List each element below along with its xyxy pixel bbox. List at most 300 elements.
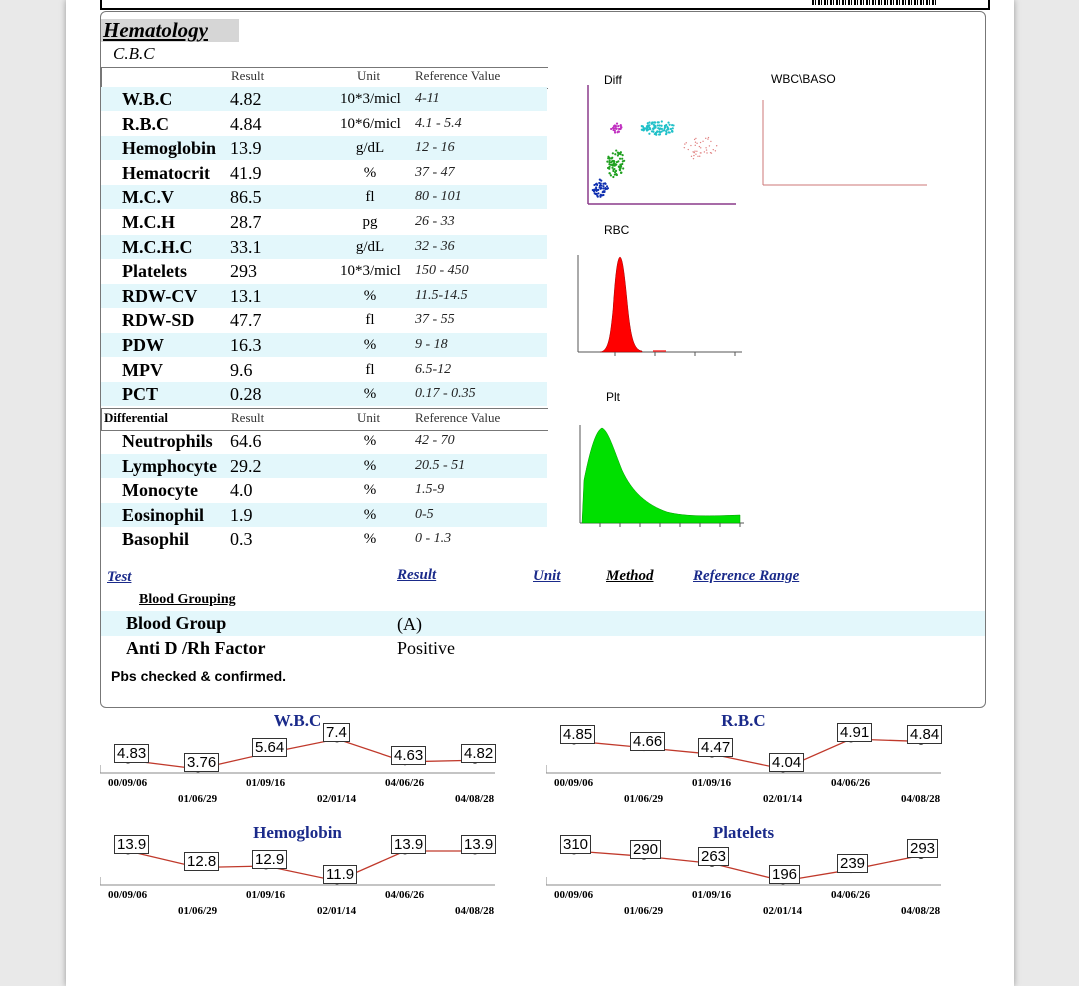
scatter-dot — [619, 125, 621, 127]
scatter-dot — [643, 127, 645, 129]
history-chart — [546, 711, 941, 816]
scatter-dot — [613, 125, 615, 127]
history-chart-plot — [546, 843, 941, 913]
scatter-dot — [615, 164, 617, 166]
cbc-header-unit: Unit — [357, 68, 381, 83]
history-date-label: 01/09/16 — [692, 777, 732, 789]
scatter-dot — [696, 143, 697, 144]
scatter-dot — [705, 147, 706, 148]
history-date-label: 01/09/16 — [246, 777, 286, 789]
history-value-label: 239 — [837, 854, 868, 873]
scatter-dot — [695, 153, 696, 154]
cbc-unit: g/dL — [355, 140, 385, 157]
cbc-reference: 9 - 18 — [415, 337, 448, 352]
scatter-dot — [696, 151, 697, 152]
scatter-dot — [646, 126, 648, 128]
diff-test-name: Lymphocyte — [122, 455, 218, 476]
history-value-label: 196 — [769, 865, 800, 884]
cbc-result: 28.7 — [230, 212, 262, 232]
cbc-unit: fl — [365, 361, 375, 378]
scatter-dot — [656, 131, 658, 133]
scatter-dot — [694, 139, 695, 140]
scatter-dot — [619, 167, 621, 169]
history-trend-line — [574, 851, 921, 881]
cbc-test-name: RDW-CV — [122, 285, 198, 306]
history-value-label: 293 — [907, 839, 938, 858]
scatter-dot — [665, 124, 667, 126]
history-value-label: 4.85 — [560, 725, 595, 744]
cbc-result: 9.6 — [230, 359, 253, 380]
diff-unit: % — [363, 531, 377, 548]
scatter-dot — [658, 131, 660, 133]
scatter-dot — [602, 187, 604, 189]
scatter-dot — [617, 125, 619, 127]
cbc-result: 13.1 — [230, 285, 262, 306]
scatter-dot — [700, 152, 701, 153]
history-chart-title: Hemoglobin — [253, 823, 342, 842]
scatter-dot — [700, 142, 701, 143]
diff-scatter-plot — [580, 80, 740, 210]
scatter-dot — [615, 128, 617, 130]
cbc-test-name: Hemoglobin — [122, 138, 217, 159]
diff-graph-label: Diff — [604, 73, 622, 87]
scatter-dot — [602, 194, 604, 196]
scatter-dot — [614, 153, 616, 155]
cbc-reference: 80 - 101 — [415, 189, 462, 205]
scatter-dot — [619, 153, 621, 155]
history-trend-line — [128, 851, 475, 881]
scatter-dot — [620, 172, 622, 174]
cbc-test-name: Hematocrit — [122, 162, 210, 183]
cbc-row — [101, 136, 547, 160]
scatter-dot — [604, 183, 606, 185]
scatter-dot — [694, 151, 695, 152]
scatter-dot — [661, 128, 663, 130]
cbc-unit: 10*3/micl — [340, 263, 401, 280]
scatter-dot — [619, 158, 621, 160]
scatter-dot — [654, 121, 656, 123]
history-value-label: 4.82 — [461, 744, 496, 763]
history-date-label: 00/09/06 — [108, 889, 148, 901]
cbc-reference: 26 - 33 — [415, 214, 455, 229]
history-date-label: 04/08/28 — [901, 905, 941, 917]
scatter-dot — [606, 161, 608, 163]
reference-range-header: Reference Range — [693, 568, 800, 584]
scatter-dot — [615, 173, 617, 175]
scatter-dot — [600, 194, 602, 196]
scatter-dot — [699, 156, 700, 157]
history-date-label: 04/06/26 — [831, 889, 871, 901]
cbc-result: 86.5 — [230, 187, 262, 208]
scatter-dot — [706, 149, 707, 150]
diff-header-ref: Reference Value — [415, 410, 501, 425]
scatter-dot — [711, 152, 712, 153]
scatter-dot — [608, 161, 610, 163]
scatter-dot — [694, 152, 695, 153]
scatter-dot — [600, 187, 602, 189]
cbc-test-name: M.C.H — [122, 212, 175, 232]
scatter-dot — [713, 149, 714, 150]
diff-result: 1.9 — [230, 504, 253, 525]
cbc-result: 13.9 — [230, 138, 262, 159]
scatter-dot — [652, 128, 654, 130]
diff-row — [101, 454, 547, 478]
cbc-test-name: W.B.C — [122, 89, 173, 109]
history-value-label: 5.64 — [252, 738, 287, 757]
history-value-label: 12.8 — [184, 852, 219, 871]
scatter-dot — [602, 183, 604, 185]
cbc-reference: 37 - 47 — [415, 164, 455, 180]
scatter-dot — [599, 179, 601, 181]
history-date-label: 01/06/29 — [624, 905, 664, 917]
diff-result: 29.2 — [230, 455, 262, 476]
scatter-dot — [658, 124, 660, 126]
scatter-dot — [706, 152, 707, 153]
history-date-label: 01/06/29 — [178, 905, 218, 917]
history-chart — [100, 711, 495, 816]
diff-header-result: Result — [231, 410, 265, 425]
scatter-dot — [595, 193, 597, 195]
diff-row — [101, 527, 547, 551]
scatter-dot — [623, 160, 625, 162]
history-value-label: 290 — [630, 840, 661, 859]
history-date-label: 01/09/16 — [692, 889, 732, 901]
scatter-dot — [611, 167, 613, 169]
history-value-label: 13.9 — [391, 835, 426, 854]
scatter-dot — [715, 150, 716, 151]
history-chart-plot — [100, 843, 495, 913]
scatter-dot — [691, 156, 692, 157]
scatter-dot — [647, 128, 649, 130]
cbc-test-name: M.C.V — [122, 187, 174, 208]
scatter-dot — [702, 141, 703, 142]
history-value-label: 4.63 — [391, 746, 426, 765]
diff-reference: 20.5 - 51 — [415, 457, 466, 473]
scatter-dot — [699, 146, 700, 147]
cbc-unit: g/dL — [355, 238, 385, 255]
scatter-dot — [613, 168, 615, 170]
scatter-dot — [622, 154, 624, 156]
history-date-label: 04/06/26 — [385, 777, 425, 789]
scatter-dot — [655, 134, 657, 136]
scatter-dot — [608, 163, 610, 165]
history-value-label: 13.9 — [461, 835, 496, 854]
diff-test-name: Monocyte — [122, 480, 198, 501]
scatter-dot — [602, 185, 604, 187]
scatter-dot — [657, 121, 659, 123]
history-chart-title: W.B.C — [273, 711, 322, 730]
cbc-test-name: Platelets — [122, 261, 187, 282]
scatter-dot — [615, 170, 617, 172]
cbc-result: 47.7 — [230, 310, 262, 331]
scatter-dot — [690, 145, 691, 146]
history-chart-title: Platelets — [712, 823, 775, 842]
cbc-reference: 150 - 450 — [415, 263, 469, 279]
cbc-result: 293 — [230, 261, 257, 282]
cbc-test-name: MPV — [122, 359, 163, 380]
scatter-dot — [652, 131, 654, 133]
history-chart-plot — [100, 731, 495, 801]
scatter-dot — [618, 128, 620, 130]
scatter-dot — [610, 174, 612, 176]
diff-header-unit: Unit — [357, 410, 381, 425]
diff-unit: % — [363, 457, 377, 474]
rbc-histogram — [570, 250, 745, 360]
scatter-dot — [600, 185, 602, 187]
scatter-dot — [684, 147, 685, 148]
scatter-dot — [666, 129, 668, 131]
scatter-dot — [695, 138, 696, 139]
cbc-reference: 11.5-14.5 — [415, 287, 468, 303]
history-trend-line — [574, 739, 921, 769]
diff-result: 0.3 — [230, 529, 253, 550]
history-date-label: 04/08/28 — [455, 793, 495, 805]
diff-result: 64.6 — [230, 431, 262, 451]
scatter-dot — [661, 120, 663, 122]
blood-group-result: (A) — [397, 614, 422, 634]
scatter-dot — [593, 184, 595, 186]
method-header: Method — [606, 568, 654, 584]
history-date-label: 00/09/06 — [554, 889, 594, 901]
scatter-dot — [700, 147, 701, 148]
cbc-test-name: R.B.C — [122, 113, 170, 134]
scatter-dot — [608, 168, 610, 170]
cbc-row — [101, 358, 547, 382]
scatter-dot — [616, 161, 618, 163]
cbc-unit: 10*3/micl — [340, 91, 401, 107]
diff-reference: 42 - 70 — [415, 433, 455, 448]
wbcbaso-graph-label: WBC\BASO — [771, 72, 836, 86]
scatter-dot — [606, 185, 608, 187]
scatter-dot — [612, 160, 614, 162]
cbc-reference: 32 - 36 — [415, 238, 455, 254]
scatter-dot — [607, 157, 609, 159]
scatter-dot — [596, 183, 598, 185]
scatter-dot — [603, 190, 605, 192]
scatter-dot — [597, 192, 599, 194]
scatter-dot — [671, 130, 673, 132]
scatter-dot — [615, 149, 617, 151]
barcode — [812, 0, 938, 5]
cbc-unit: % — [363, 287, 377, 304]
cbc-row — [101, 161, 547, 185]
scatter-dot — [660, 125, 662, 127]
scatter-dot — [661, 130, 663, 132]
scatter-dot — [665, 132, 667, 134]
history-value-label: 11.9 — [323, 865, 357, 884]
cbc-header-ref: Reference Value — [415, 68, 501, 83]
scatter-dot — [616, 131, 618, 133]
scatter-dot — [697, 156, 698, 157]
cbc-unit: % — [363, 386, 377, 403]
scatter-dot — [647, 122, 649, 124]
cbc-result: 16.3 — [230, 335, 262, 355]
diff-row — [101, 429, 547, 453]
cbc-row — [101, 284, 547, 308]
cbc-reference: 37 - 55 — [415, 312, 455, 328]
diff-unit: % — [363, 482, 377, 499]
history-chart — [546, 823, 941, 928]
cbc-row — [101, 210, 547, 234]
cbc-result: 41.9 — [230, 162, 262, 183]
cbc-unit: % — [363, 337, 377, 353]
history-date-label: 04/06/26 — [385, 889, 425, 901]
scatter-dot — [664, 127, 666, 129]
rh-factor-label: Anti D /Rh Factor — [126, 638, 266, 658]
scatter-dot — [612, 129, 614, 131]
diff-unit: % — [363, 433, 377, 449]
history-chart-plot — [546, 731, 941, 801]
history-value-label: 12.9 — [252, 850, 287, 869]
scatter-dot — [693, 155, 694, 156]
scatter-dot — [641, 129, 643, 131]
scatter-dot — [710, 141, 711, 142]
cbc-row — [101, 185, 547, 209]
cbc-subtitle: C.B.C — [113, 44, 155, 63]
cbc-header-result: Result — [231, 68, 265, 83]
history-value-label: 4.04 — [769, 753, 804, 772]
history-date-label: 00/09/06 — [108, 777, 148, 789]
scatter-dot — [659, 133, 661, 135]
scatter-dot — [641, 125, 643, 127]
diff-reference: 1.5-9 — [415, 482, 445, 498]
scatter-dot — [716, 145, 717, 146]
scatter-dot — [709, 145, 710, 146]
cbc-test-name: M.C.H.C — [122, 236, 193, 257]
cbc-result: 33.1 — [230, 236, 262, 257]
history-value-label: 4.66 — [630, 732, 665, 751]
history-date-label: 02/01/14 — [763, 905, 803, 917]
scatter-dot — [693, 158, 694, 159]
diff-test-name: Neutrophils — [122, 431, 213, 451]
scatter-dot — [618, 166, 620, 168]
history-date-label: 04/06/26 — [831, 777, 871, 789]
cbc-unit: 10*6/micl — [340, 115, 401, 132]
scatter-dot — [670, 128, 672, 130]
scatter-dot — [612, 170, 614, 172]
scatter-dot — [705, 138, 706, 139]
scatter-dot — [669, 131, 671, 133]
cbc-reference: 4.1 - 5.4 — [415, 115, 462, 131]
history-chart-title: R.B.C — [721, 711, 766, 730]
scatter-dot — [616, 122, 618, 124]
scatter-dot — [620, 151, 622, 153]
diff-unit: % — [363, 506, 377, 523]
scatter-dot — [708, 137, 709, 138]
scatter-dot — [707, 138, 708, 139]
result-header: Result — [397, 567, 437, 583]
scatter-dot — [653, 125, 655, 127]
history-date-label: 02/01/14 — [763, 793, 803, 805]
history-value-label: 13.9 — [114, 835, 149, 854]
cbc-row — [101, 112, 547, 136]
cbc-row — [101, 235, 547, 259]
cbc-result: 4.82 — [230, 89, 262, 109]
diff-reference: 0 - 1.3 — [415, 531, 452, 547]
diff-header-title: Differential — [104, 410, 169, 425]
scatter-dot — [610, 128, 612, 130]
scatter-dot — [611, 157, 613, 159]
section-title: Hematology — [101, 19, 239, 42]
history-value-label: 4.83 — [114, 744, 149, 763]
scatter-dot — [597, 196, 599, 198]
diff-result: 4.0 — [230, 480, 253, 501]
history-date-label: 02/01/14 — [317, 793, 357, 805]
cbc-row — [101, 333, 547, 357]
cbc-row — [101, 87, 547, 111]
scatter-dot — [615, 125, 617, 127]
history-value-label: 310 — [560, 835, 591, 854]
history-date-label: 04/08/28 — [901, 793, 941, 805]
history-value-label: 263 — [698, 847, 729, 866]
scatter-dot — [684, 143, 685, 144]
scatter-dot — [669, 124, 671, 126]
scatter-dot — [612, 163, 614, 165]
cbc-unit: fl — [365, 312, 375, 329]
scatter-dot — [612, 152, 614, 154]
cbc-unit: % — [363, 164, 377, 181]
cbc-reference: 12 - 16 — [415, 140, 455, 156]
wbcbaso-plot — [755, 95, 930, 190]
diff-row — [101, 478, 547, 502]
scatter-dot — [619, 163, 621, 165]
scatter-dot — [648, 133, 650, 135]
plt-histogram — [572, 420, 747, 530]
scatter-dot — [609, 159, 611, 161]
scatter-dot — [651, 123, 653, 125]
cbc-row — [101, 308, 547, 332]
history-value-label: 4.91 — [837, 723, 872, 742]
plt-graph-label: Plt — [606, 390, 621, 404]
history-date-label: 04/08/28 — [455, 905, 495, 917]
cbc-reference: 6.5-12 — [415, 361, 452, 377]
scatter-dot — [667, 122, 669, 124]
pbs-note: Pbs checked & confirmed. — [111, 668, 287, 684]
scatter-dot — [695, 145, 696, 146]
scatter-dot — [612, 176, 614, 178]
scatter-dot — [688, 149, 689, 150]
diff-row — [101, 503, 547, 527]
history-date-label: 00/09/06 — [554, 777, 594, 789]
history-chart — [100, 823, 495, 928]
unit-header: Unit — [533, 568, 561, 584]
scatter-dot — [609, 172, 611, 174]
cbc-unit: fl — [365, 189, 375, 206]
cbc-test-name: RDW-SD — [122, 310, 195, 331]
scatter-dot — [686, 142, 687, 143]
cbc-reference: 0.17 - 0.35 — [415, 386, 476, 402]
diff-reference: 0-5 — [415, 506, 434, 522]
history-date-label: 02/01/14 — [317, 905, 357, 917]
scatter-dot — [704, 151, 705, 152]
cbc-row — [101, 382, 547, 406]
scatter-dot — [671, 124, 673, 126]
diff-test-name: Eosinophil — [122, 504, 205, 525]
cbc-result: 0.28 — [230, 384, 262, 405]
scatter-dot — [593, 190, 595, 192]
scatter-dot — [657, 127, 659, 129]
blood-group-row-bg — [101, 611, 985, 636]
rh-factor-result: Positive — [397, 638, 456, 658]
cbc-result: 4.84 — [230, 113, 262, 134]
history-date-label: 01/06/29 — [178, 793, 218, 805]
history-date-label: 01/09/16 — [246, 889, 286, 901]
blood-group-label: Blood Group — [126, 613, 227, 633]
cbc-test-name: PDW — [122, 335, 164, 355]
history-value-label: 4.84 — [907, 725, 942, 744]
test-header: Test — [107, 569, 132, 585]
scatter-dot — [607, 187, 609, 189]
